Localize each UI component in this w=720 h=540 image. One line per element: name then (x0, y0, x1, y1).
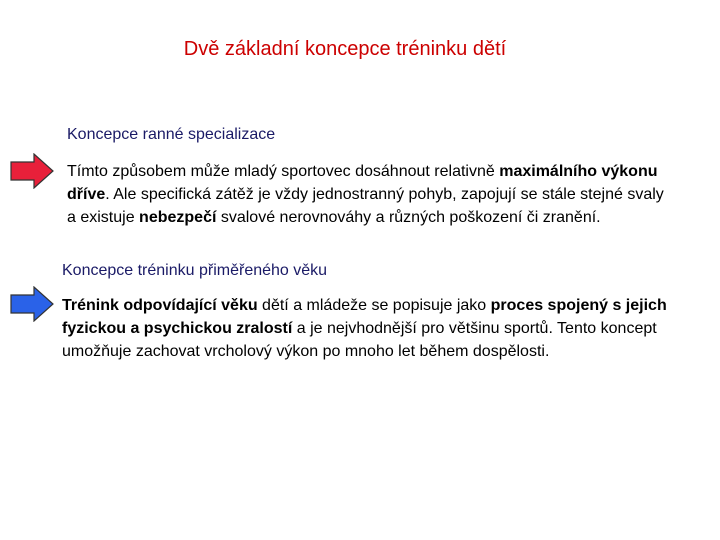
paragraph-text: svalové nerovnováhy a různých poškození či zranění. (216, 209, 601, 226)
paragraph-text: dětí a mládeže se popisuje jako (257, 297, 491, 314)
paragraph-text: a je nejvhodnější pro většinu sportů. Tento koncept umožňuje zachovat vrcholový výkon po mnoho let během dospělosti. (62, 320, 657, 360)
section-heading-early-specialization: Koncepce ranné specializace (67, 126, 276, 143)
section-heading-age-appropriate-training: Koncepce tréninku přiměřeného věku (62, 262, 328, 279)
paragraph-bold-text: proces spojený s jejich fyzickou a psychickou zralostí (62, 297, 667, 337)
paragraph-text: . Ale specifická zátěž je vždy jednostranný pohyb, zapojují se stále stejné svaly a existuje (67, 186, 664, 226)
paragraph-bold-text: Trénink odpovídající věku (62, 297, 258, 314)
section-paragraph-age-appropriate-training (62, 294, 672, 363)
slide-title: Dvě základní koncepce tréninku dětí (183, 38, 507, 60)
section-paragraph-early-specialization (67, 160, 677, 229)
paragraph-text: Tímto způsobem může mladý sportovec dosáhnout relativně (67, 163, 500, 180)
paragraph-bold-text: maximálního výkonu dříve (67, 163, 658, 203)
paragraph-bold-text: nebezpečí (139, 209, 217, 226)
